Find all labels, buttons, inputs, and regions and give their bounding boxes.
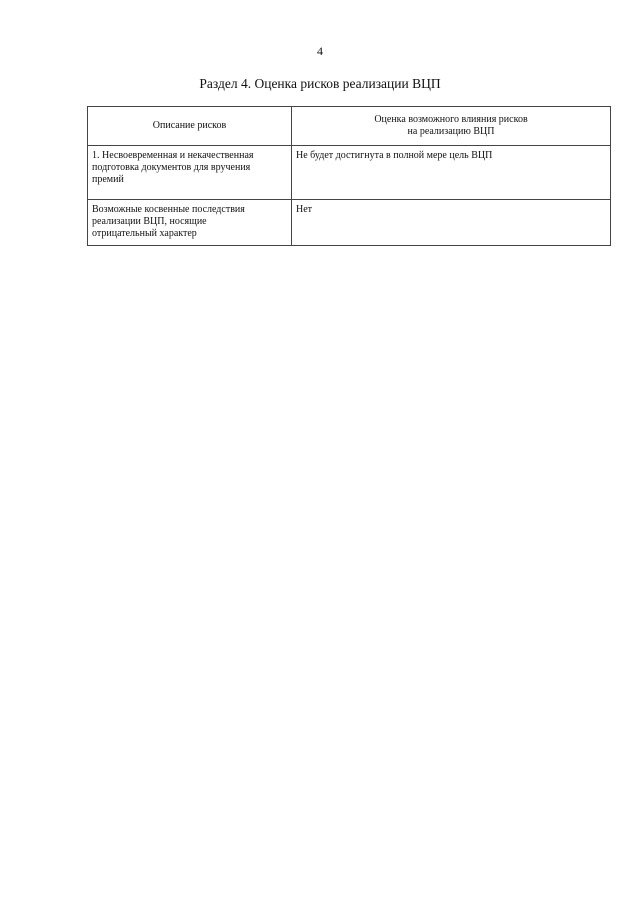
risk-description-cell xyxy=(88,146,292,200)
table-row xyxy=(88,146,611,200)
risk-description-cell xyxy=(88,200,292,246)
risk-assessment-table xyxy=(87,106,611,246)
header-risk-description xyxy=(88,107,292,146)
risk-impact-cell xyxy=(292,200,611,246)
page-number: 4 xyxy=(317,44,323,58)
header-risk-impact xyxy=(292,107,611,146)
risk-description-text: 1. Несвоевременная и некачественная подготовка документов для вручения премий xyxy=(92,150,254,185)
risk-description-text: Возможные косвенные последствия реализации ВЦП, носящие отрицательный характер xyxy=(92,204,245,239)
table-row xyxy=(88,200,611,246)
risk-impact-cell xyxy=(292,146,611,200)
header-risk-description-text: Описание рисков xyxy=(152,120,227,131)
table-header-row xyxy=(88,107,611,146)
risk-impact-text: Не будет достигнута в полной мере цель ВЦП xyxy=(296,150,493,161)
header-risk-impact-text: Оценка возможного влияния рисков на реализацию ВЦП xyxy=(374,114,528,137)
section-title: Раздел 4. Оценка рисков реализации ВЦП xyxy=(199,76,441,91)
risk-impact-text: Нет xyxy=(296,204,313,215)
